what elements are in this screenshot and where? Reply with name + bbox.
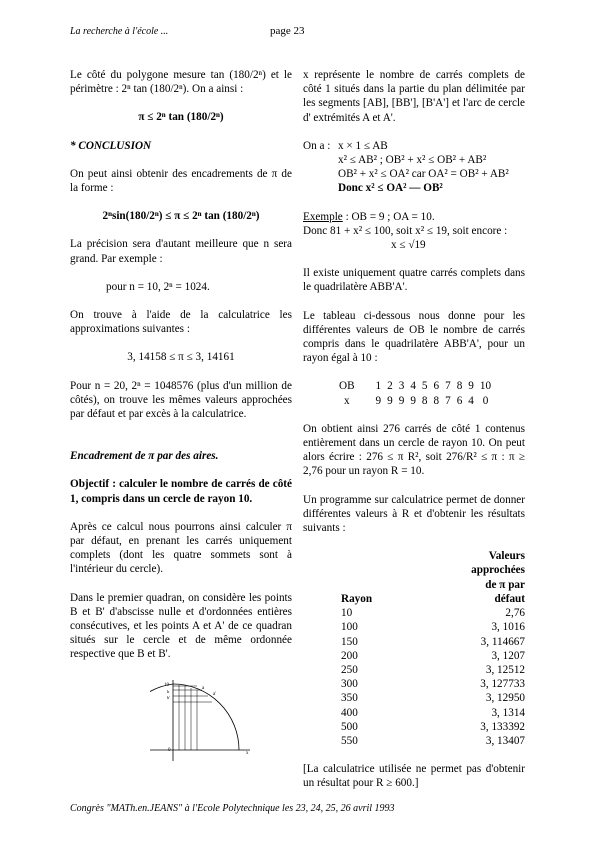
example-label: Exemple [303, 210, 343, 223]
value-cell: 3, 114667 [480, 635, 525, 648]
section-heading: * CONCLUSION [70, 139, 152, 152]
table-row [303, 720, 525, 734]
x-cell: 8 [433, 394, 440, 407]
x-cell: 4 [468, 394, 474, 407]
x-cell: 9 [410, 394, 416, 407]
label-x: x [246, 751, 249, 756]
x-cell: 8 [421, 394, 428, 407]
footer: Congrès "MATh.en.JEANS" à l'Ecole Polytechnique les 23, 24, 25, 26 avril 1993 [70, 803, 395, 814]
results-head-row [303, 549, 525, 606]
right-column [303, 68, 525, 791]
rayon-cell: 300 [341, 678, 358, 691]
ob-cell: 9 [468, 380, 474, 393]
ob-label: OB [339, 380, 355, 393]
table-row [303, 606, 525, 620]
table-row [303, 649, 525, 663]
example-line: x ≤ √19 [391, 239, 426, 252]
col-head-rayon: Rayon [341, 592, 373, 605]
label-origin: 0 [168, 748, 171, 753]
x-cell: 9 [387, 394, 393, 407]
table-row [303, 663, 525, 677]
value-cell: 3, 1207 [491, 649, 525, 662]
ob-cell: 4 [410, 380, 416, 393]
x-label: x [343, 394, 350, 407]
label-a-prime: a' [213, 692, 217, 697]
paragraph: Dans le premier quadran, on considère les points B et B' d'abscisse nulle et d'ordonnées entières consécutives, et les points A et A' de ce quadran situés sur le cercle et de même ordonnée respective que B et B'. [70, 591, 292, 661]
label-b-prime: b' [167, 695, 171, 700]
formula: π ≤ 2ⁿ tan (180/2ⁿ) [138, 111, 224, 124]
value-cell: 3, 1016 [491, 621, 525, 634]
paragraph: Après ce calcul nous pourrons ainsi calculer π par défaut, en prenant les carrés uniquement complets (dont les quatre sommets sont à l'intérieur du cercle). [70, 520, 292, 576]
equation: Donc x² ≤ OA² — OB² [338, 182, 443, 195]
ob-x-table [339, 379, 494, 407]
left-column [70, 68, 292, 662]
paragraph: On trouve à l'aide de la calculatrice les approximations suivantes : [70, 309, 292, 336]
paragraph: Le côté du polygone mesure tan (180/2ⁿ) et le périmètre : 2ⁿ tan (180/2ⁿ). On a ainsi : [70, 69, 292, 96]
paragraph: Un programme sur calculatrice permet de donner différentes valeurs à R et d'obtenir les résultats suivants : [303, 493, 525, 535]
rayon-cell: 550 [341, 734, 358, 747]
ob-cell: 7 [445, 380, 451, 393]
ob-cell: 10 [479, 380, 492, 393]
paragraph: [La calculatrice utilisée ne permet pas d'obtenir un résultat pour R ≥ 600.] [303, 763, 525, 790]
x-row [339, 394, 494, 408]
rayon-cell: 250 [341, 663, 358, 676]
paragraph: x représente le nombre de carrés complets de côté 1 situés dans la partie du plan délimitée par les segments [AB], [BB'], [B'A'] et l'arc de cercle d' extrémités A et A'. [303, 69, 525, 124]
label-a: a [202, 686, 205, 691]
equation: x² ≤ AB² ; OB² + x² ≤ OB² + AB² [338, 154, 487, 167]
ob-cell: 8 [456, 380, 463, 393]
example-line: Donc 81 + x² ≤ 100, soit x² ≤ 19, soit encore : [303, 224, 508, 237]
ob-cell: 5 [421, 380, 428, 393]
x-cell: 7 [445, 394, 451, 407]
rayon-cell: 10 [341, 607, 353, 620]
rayon-cell: 400 [341, 706, 358, 719]
col-head-values: Valeurs approchées de π par défaut [471, 550, 525, 605]
ob-cell: 6 [433, 380, 440, 393]
on-a-label: On a : [303, 139, 331, 152]
value-cell: 3, 12950 [485, 692, 525, 705]
table-row [303, 677, 525, 691]
x-cell: 9 [398, 394, 405, 407]
table-row [303, 706, 525, 720]
objective: Objectif : calculer le nombre de carrés de côté 1, compris dans un cercle de rayon 10. [70, 478, 292, 505]
paragraph: Pour n = 20, 2ⁿ = 1048576 (plus d'un million de côtés), on trouve les mêmes valeurs approchées par défaut et par excès à la calculatrice. [70, 379, 292, 421]
table-row [303, 691, 525, 705]
value-cell: 2,76 [505, 607, 525, 620]
paragraph: La précision sera d'autant meilleure que n sera grand. Par exemple : [70, 238, 292, 265]
rayon-cell: 500 [341, 720, 358, 733]
paragraph: Il existe uniquement quatre carrés complets dans le quadrilatère ABB'A'. [303, 267, 525, 294]
equation: OB² + x² ≤ OA² car OA² = OB² + AB² [338, 168, 509, 181]
rayon-cell: 100 [341, 621, 358, 634]
paragraph: On obtient ainsi 276 carrés de côté 1 contenus entièrement dans un cercle de rayon 10. On peut alors écrire : 276 ≤ π R², soit 276/R² ≤ π : π ≥ 2,76 pour un rayon R = 10. [303, 422, 525, 478]
running-header: La recherche à l'école ... [70, 26, 169, 37]
results-table [303, 549, 525, 748]
inequality-block [303, 139, 525, 196]
formula: pour n = 10, 2ⁿ = 1024. [106, 280, 210, 293]
x-cell: 9 [375, 394, 382, 407]
rayon-cell: 350 [341, 692, 358, 705]
value-cell: 3, 13407 [485, 734, 525, 747]
label-ten: 10 [164, 683, 169, 688]
section-heading: Encadrement de π par des aires. [70, 450, 219, 463]
value-cell: 3, 12512 [485, 663, 525, 676]
ob-cell: 3 [398, 380, 405, 393]
value-cell: 3, 133392 [480, 720, 525, 733]
example-text: : OB = 9 ; OA = 10. [345, 210, 435, 223]
rayon-cell: 150 [341, 635, 358, 648]
ob-cell: 2 [387, 380, 393, 393]
equation: x × 1 ≤ AB [338, 139, 388, 152]
circle-squares-figure [150, 676, 260, 761]
table-row [303, 620, 525, 634]
x-cell: 0 [482, 394, 489, 407]
value-cell: 3, 127733 [480, 678, 525, 691]
example-line [303, 210, 525, 224]
table-row [303, 734, 525, 748]
paragraph: Le tableau ci-dessous nous donne pour les différentes valeurs de OB le nombre de carrés compris dans le quadrilatère ABB'A', pour un rayon égal à 10 : [303, 309, 525, 365]
x-cell: 6 [456, 394, 463, 407]
ob-cell: 1 [375, 380, 382, 393]
rayon-cell: 200 [341, 649, 358, 662]
label-b: b [167, 689, 170, 694]
paragraph: On peut ainsi obtenir des encadrements de π de la forme : [70, 167, 292, 195]
table-row [303, 635, 525, 649]
ob-row [339, 379, 494, 393]
formula: 3, 14158 ≤ π ≤ 3, 14161 [127, 351, 235, 364]
page-number: page 23 [270, 25, 305, 37]
value-cell: 3, 1314 [491, 706, 525, 719]
formula: 2ⁿsin(180/2ⁿ) ≤ π ≤ 2ⁿ tan (180/2ⁿ) [102, 210, 260, 223]
